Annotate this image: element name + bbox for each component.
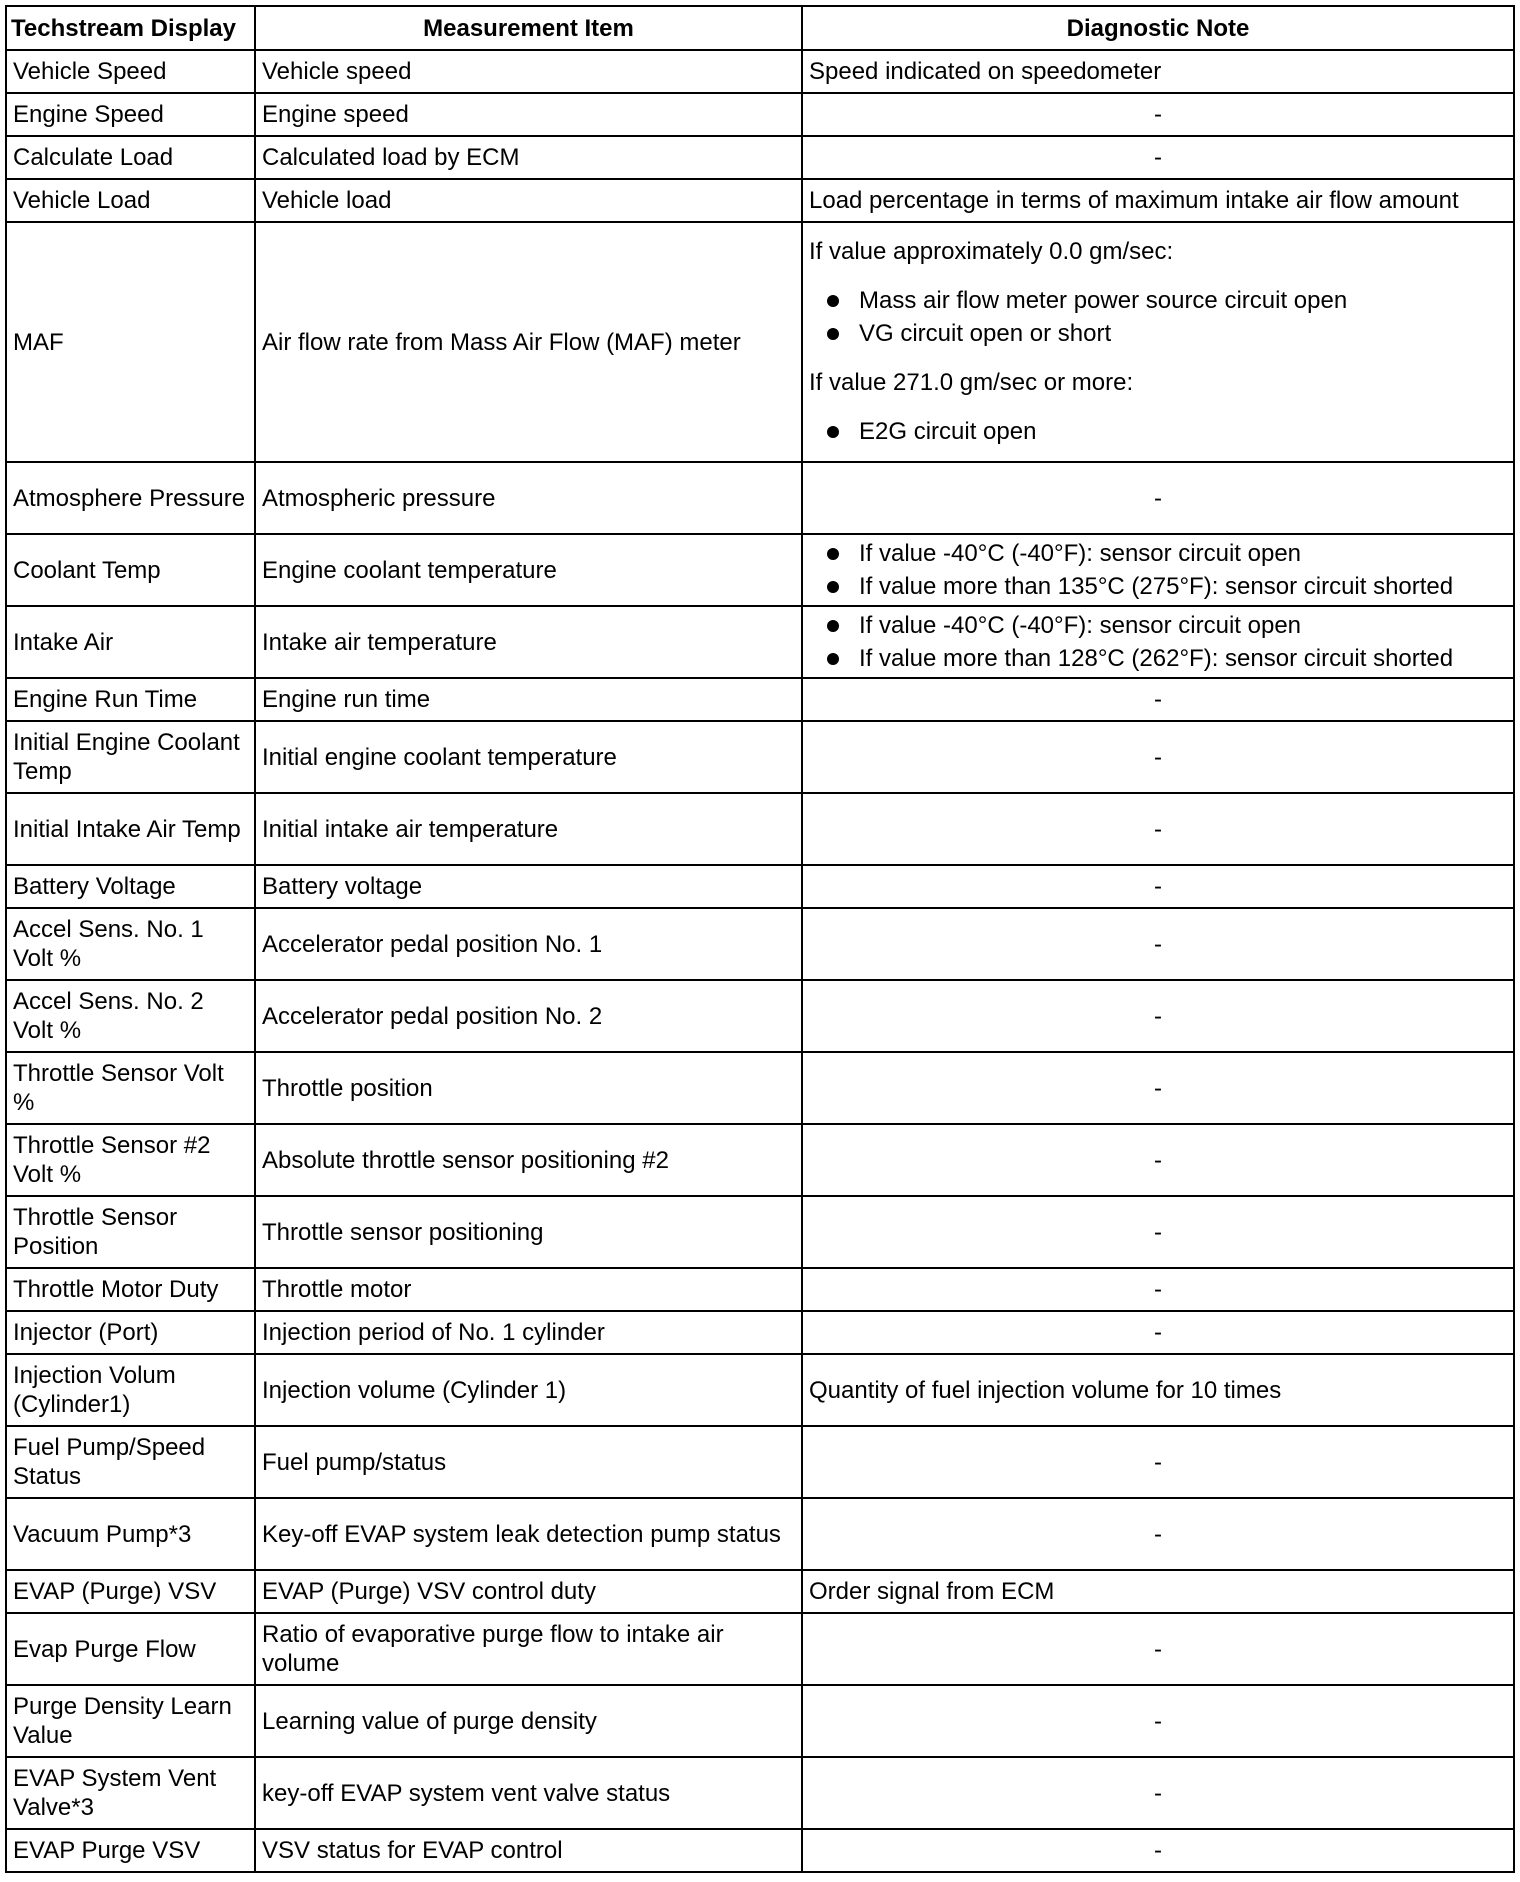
diagnostic-note-cell: - <box>802 1311 1514 1354</box>
measurement-item-cell: Key-off EVAP system leak detection pump status <box>255 1498 802 1570</box>
measurement-item-cell: Accelerator pedal position No. 1 <box>255 908 802 980</box>
table-body <box>6 50 1514 1872</box>
table-row <box>6 1757 1514 1829</box>
table-row <box>6 678 1514 721</box>
table-row <box>6 1685 1514 1757</box>
measurement-item-cell: EVAP (Purge) VSV control duty <box>255 1570 802 1613</box>
note-bullet-list <box>809 537 1507 603</box>
table-row <box>6 93 1514 136</box>
techstream-display-cell: Engine Run Time <box>6 678 255 721</box>
table-row <box>6 462 1514 534</box>
measurement-item-cell: VSV status for EVAP control <box>255 1829 802 1872</box>
techstream-display-cell: Throttle Motor Duty <box>6 1268 255 1311</box>
measurement-item-cell: Calculated load by ECM <box>255 136 802 179</box>
techstream-display-cell: Accel Sens. No. 1 Volt % <box>6 908 255 980</box>
measurement-item-cell: Air flow rate from Mass Air Flow (MAF) meter <box>255 222 802 462</box>
diagnostic-data-table <box>5 5 1515 1873</box>
table-row <box>6 136 1514 179</box>
note-bullet-item: If value -40°C (-40°F): sensor circuit open <box>809 537 1507 570</box>
measurement-item-cell: Throttle sensor positioning <box>255 1196 802 1268</box>
diagnostic-note-cell: - <box>802 1685 1514 1757</box>
table-row <box>6 1268 1514 1311</box>
note-condition-text: If value approximately 0.0 gm/sec: <box>809 237 1174 265</box>
diagnostic-note-cell: Load percentage in terms of maximum intake air flow amount <box>802 179 1514 222</box>
diagnostic-note-cell: Speed indicated on speedometer <box>802 50 1514 93</box>
diagnostic-note-cell: - <box>802 1829 1514 1872</box>
diagnostic-note-cell: - <box>802 721 1514 793</box>
header-measurement-item: Measurement Item <box>255 6 802 50</box>
diagnostic-data-table-container <box>5 5 1515 1873</box>
techstream-display-cell: Fuel Pump/Speed Status <box>6 1426 255 1498</box>
note-bullet-item: If value more than 135°C (275°F): sensor circuit shorted <box>809 570 1507 603</box>
table-row <box>6 1829 1514 1872</box>
techstream-display-cell: Throttle Sensor Volt % <box>6 1052 255 1124</box>
diagnostic-note-cell: - <box>802 462 1514 534</box>
measurement-item-cell: Learning value of purge density <box>255 1685 802 1757</box>
measurement-item-cell: Vehicle speed <box>255 50 802 93</box>
table-row <box>6 1124 1514 1196</box>
table-row <box>6 222 1514 462</box>
diagnostic-note-cell <box>802 606 1514 678</box>
table-row <box>6 1570 1514 1613</box>
techstream-display-cell: Calculate Load <box>6 136 255 179</box>
diagnostic-note-cell: - <box>802 1498 1514 1570</box>
techstream-display-cell: Throttle Sensor #2 Volt % <box>6 1124 255 1196</box>
measurement-item-cell: key-off EVAP system vent valve status <box>255 1757 802 1829</box>
table-row <box>6 1052 1514 1124</box>
diagnostic-note-cell: - <box>802 1613 1514 1685</box>
header-diagnostic-note: Diagnostic Note <box>802 6 1514 50</box>
techstream-display-cell: Initial Engine Coolant Temp <box>6 721 255 793</box>
diagnostic-note-cell: - <box>802 678 1514 721</box>
diagnostic-note-cell: Order signal from ECM <box>802 1570 1514 1613</box>
techstream-display-cell: Injector (Port) <box>6 1311 255 1354</box>
header-techstream-display: Techstream Display <box>6 6 255 50</box>
table-row <box>6 721 1514 793</box>
techstream-display-cell: Throttle Sensor Position <box>6 1196 255 1268</box>
diagnostic-note-cell <box>802 534 1514 606</box>
diagnostic-note-cell: - <box>802 1268 1514 1311</box>
note-bullet-list <box>809 284 1507 350</box>
measurement-item-cell: Fuel pump/status <box>255 1426 802 1498</box>
diagnostic-note-cell: - <box>802 1124 1514 1196</box>
measurement-item-cell: Engine speed <box>255 93 802 136</box>
table-row <box>6 50 1514 93</box>
table-row <box>6 908 1514 980</box>
note-spacer <box>809 350 1507 368</box>
note-bullet-item: VG circuit open or short <box>809 317 1507 350</box>
techstream-display-cell: Vacuum Pump*3 <box>6 1498 255 1570</box>
note-bullet-item: If value more than 128°C (262°F): sensor circuit shorted <box>809 642 1507 675</box>
techstream-display-cell: Engine Speed <box>6 93 255 136</box>
diagnostic-note-cell: - <box>802 865 1514 908</box>
measurement-item-cell: Engine run time <box>255 678 802 721</box>
table-row <box>6 1613 1514 1685</box>
measurement-item-cell: Ratio of evaporative purge flow to intake air volume <box>255 1613 802 1685</box>
measurement-item-cell: Atmospheric pressure <box>255 462 802 534</box>
diagnostic-note-cell: - <box>802 980 1514 1052</box>
diagnostic-note-cell <box>802 222 1514 462</box>
techstream-display-cell: Evap Purge Flow <box>6 1613 255 1685</box>
measurement-item-cell: Injection period of No. 1 cylinder <box>255 1311 802 1354</box>
techstream-display-cell: EVAP (Purge) VSV <box>6 1570 255 1613</box>
measurement-item-cell: Throttle position <box>255 1052 802 1124</box>
diagnostic-note-cell: - <box>802 1196 1514 1268</box>
diagnostic-note-cell: - <box>802 1052 1514 1124</box>
note-spacer <box>809 266 1507 284</box>
table-row <box>6 1311 1514 1354</box>
diagnostic-note-cell: - <box>802 136 1514 179</box>
measurement-item-cell: Initial intake air temperature <box>255 793 802 865</box>
measurement-item-cell: Intake air temperature <box>255 606 802 678</box>
measurement-item-cell: Battery voltage <box>255 865 802 908</box>
diagnostic-note-cell: - <box>802 1757 1514 1829</box>
note-bullet-list <box>809 415 1507 448</box>
techstream-display-cell: Initial Intake Air Temp <box>6 793 255 865</box>
table-row <box>6 980 1514 1052</box>
measurement-item-cell: Vehicle load <box>255 179 802 222</box>
diagnostic-note-cell: - <box>802 908 1514 980</box>
techstream-display-cell: Vehicle Load <box>6 179 255 222</box>
table-row <box>6 179 1514 222</box>
note-bullet-item: E2G circuit open <box>809 415 1507 448</box>
techstream-display-cell: Atmosphere Pressure <box>6 462 255 534</box>
note-bullet-item: If value -40°C (-40°F): sensor circuit open <box>809 609 1507 642</box>
techstream-display-cell: Coolant Temp <box>6 534 255 606</box>
measurement-item-cell: Absolute throttle sensor positioning #2 <box>255 1124 802 1196</box>
measurement-item-cell: Engine coolant temperature <box>255 534 802 606</box>
table-header-row <box>6 6 1514 50</box>
note-bullet-list <box>809 609 1507 675</box>
note-spacer <box>809 397 1507 415</box>
techstream-display-cell: MAF <box>6 222 255 462</box>
techstream-display-cell: Battery Voltage <box>6 865 255 908</box>
techstream-display-cell: Purge Density Learn Value <box>6 1685 255 1757</box>
table-row <box>6 1354 1514 1426</box>
table-row <box>6 793 1514 865</box>
measurement-item-cell: Throttle motor <box>255 1268 802 1311</box>
techstream-display-cell: Accel Sens. No. 2 Volt % <box>6 980 255 1052</box>
table-row <box>6 534 1514 606</box>
diagnostic-note-cell: - <box>802 1426 1514 1498</box>
techstream-display-cell: EVAP Purge VSV <box>6 1829 255 1872</box>
table-row <box>6 606 1514 678</box>
measurement-item-cell: Accelerator pedal position No. 2 <box>255 980 802 1052</box>
techstream-display-cell: Intake Air <box>6 606 255 678</box>
diagnostic-note-cell: - <box>802 793 1514 865</box>
table-row <box>6 1498 1514 1570</box>
diagnostic-note-cell: - <box>802 93 1514 136</box>
note-bullet-item: Mass air flow meter power source circuit open <box>809 284 1507 317</box>
table-row <box>6 865 1514 908</box>
measurement-item-cell: Injection volume (Cylinder 1) <box>255 1354 802 1426</box>
measurement-item-cell: Initial engine coolant temperature <box>255 721 802 793</box>
note-condition-text: If value 271.0 gm/sec or more: <box>809 368 1134 396</box>
diagnostic-note-cell: Quantity of fuel injection volume for 10 times <box>802 1354 1514 1426</box>
techstream-display-cell: Injection Volum (Cylinder1) <box>6 1354 255 1426</box>
table-row <box>6 1196 1514 1268</box>
techstream-display-cell: Vehicle Speed <box>6 50 255 93</box>
table-row <box>6 1426 1514 1498</box>
techstream-display-cell: EVAP System Vent Valve*3 <box>6 1757 255 1829</box>
